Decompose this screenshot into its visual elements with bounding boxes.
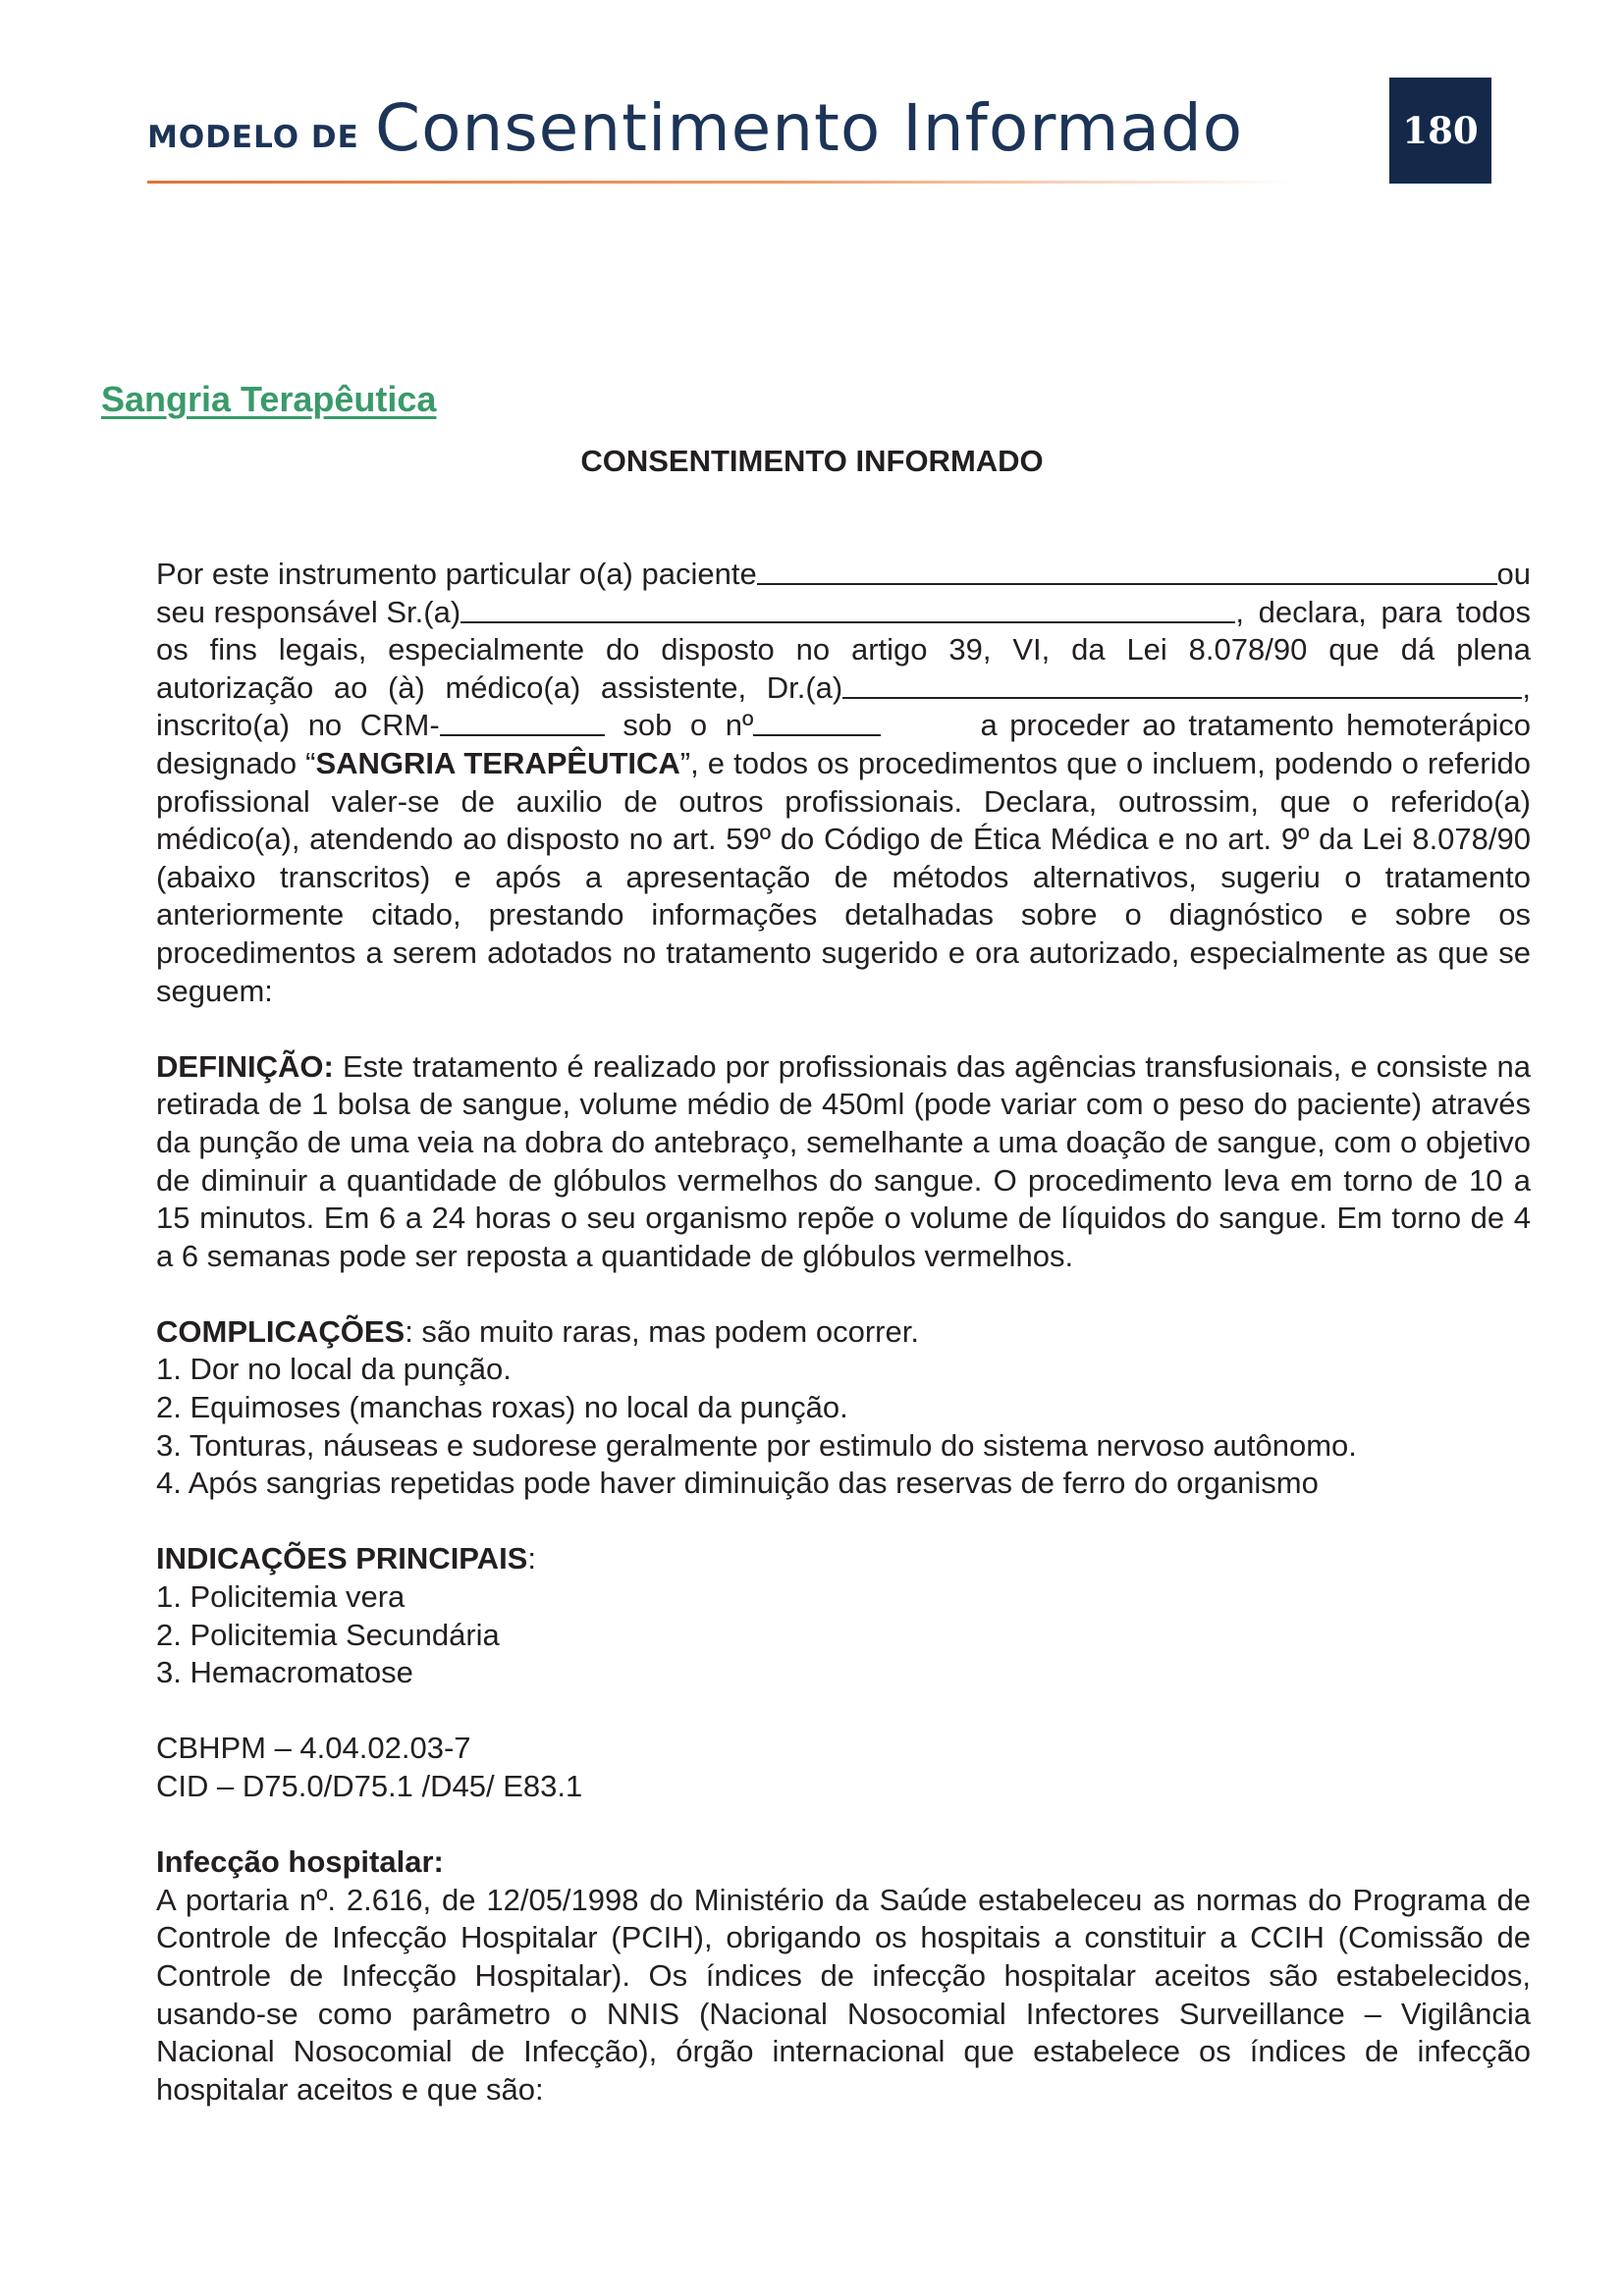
codes-section: [156, 1730, 1531, 1805]
list-item: 1. Policitemia vera: [156, 1579, 406, 1615]
intro-paragraph: [156, 556, 1531, 1010]
intro-line-4: [156, 669, 1531, 708]
intro-text: inscrito(a) no CRM-: [156, 708, 440, 743]
doctor-name-field[interactable]: [842, 669, 1522, 699]
cid-code: CID – D75.0/D75.1 /D45/ E83.1: [156, 1769, 583, 1803]
page-number-badge: 180: [1389, 78, 1491, 184]
infeccao-label: Infecção hospitalar:: [156, 1844, 444, 1880]
list-item: 2. Policitemia Secundária: [156, 1617, 500, 1652]
indicacoes-colon: :: [527, 1541, 536, 1576]
intro-text: sob o nº: [604, 708, 754, 743]
intro-text: ”, e todos os procedimentos que o incluem, podendo o referido profissional valer-se de auxilio de outros profissionais. Declara, outrossim, que o referido(a) médico(a), atendendo ao disposto no art. 59º do Código de Ética Médica e no art. 9º da Lei 8.078/90 (abaixo transcritos) e após a apresentação de métodos alternativos, sugeriu o tratamento anteriormente citado, prestando informações detalhadas sobre o diagnóstico e sobre os procedimentos a serem adotados no tratamento sugerido e ora autorizado, especialmente as que se seguem:: [156, 745, 1531, 1008]
intro-line-6: [156, 745, 1531, 1010]
patient-name-field[interactable]: [757, 556, 1497, 585]
indicacoes-label: INDICAÇÕES PRINCIPAIS: [156, 1541, 528, 1576]
indicacoes-section: [156, 1540, 1531, 1691]
header-rule: [147, 181, 1296, 184]
intro-text: , declara, para todos: [1235, 594, 1531, 629]
intro-text: a proceder ao tratamento hemoterápico: [967, 708, 1531, 743]
infeccao-heading: [156, 1843, 1531, 1882]
crm-field[interactable]: [440, 707, 605, 736]
intro-line-2: [156, 594, 1531, 632]
list-item: 3. Hemacromatose: [156, 1655, 413, 1690]
document-title: CONSENTIMENTO INFORMADO: [580, 444, 1044, 478]
header-title: Consentimento Informado: [375, 90, 1244, 166]
complicacoes-text: : são muito raras, mas podem ocorrer.: [405, 1313, 919, 1349]
list-item: 2. Equimoses (manchas roxas) no local da punção.: [156, 1390, 848, 1425]
list-item: 1. Dor no local da punção.: [156, 1352, 512, 1387]
infeccao-text: A portaria nº. 2.616, de 12/05/1998 do Ministério da Saúde estabeleceu as normas do Programa de Controle de Infecção Hospitalar (PCIH), obrigando os hospitais a constituir a CCIH (Comissão de Controle de Infecção Hospitalar). Os índices de infecção hospitalar aceitos são estabelecidos, usando-se como parâmetro o NNIS (Nacional Nosocomial Infectores Surveillance – Vigilância Nacional Nosocomial de Infecção), órgão internacional que estabelece os índices de infecção hospitalar aceitos e que são:: [156, 1882, 1531, 2107]
complicacoes-label: COMPLICAÇÕES: [156, 1313, 406, 1349]
infeccao-section: [156, 1843, 1531, 2109]
crm-number-field[interactable]: [753, 707, 881, 736]
complicacoes-section: [156, 1313, 1531, 1503]
intro-line-5: [156, 707, 1531, 745]
cbhpm-code: CBHPM – 4.04.02.03-7: [156, 1731, 471, 1766]
intro-text: ,: [1522, 669, 1531, 705]
intro-line-1: [156, 556, 1531, 594]
list-item: 4. Após sangrias repetidas pode haver diminuição das reservas de ferro do organismo: [156, 1466, 1319, 1501]
procedure-name: SANGRIA TERAPÊUTICA: [315, 745, 680, 780]
intro-text: designado “: [156, 745, 316, 780]
intro-text: autorização ao (à) médico(a) assistente, Dr.(a): [156, 669, 843, 705]
page-header: [147, 90, 1296, 185]
intro-line-3: os fins legais, especialmente do disposto no artigo 39, VI, da Lei 8.078/90 que dá plena: [156, 632, 1531, 667]
definicao-text: Este tratamento é realizado por profissionais das agências transfusionais, e consiste na retirada de 1 bolsa de sangue, volume médio de 450ml (pode variar com o peso do paciente) através da punção de uma veia na dobra do antebraço, semelhante a uma doação de sangue, com o objetivo de diminuir a quantidade de glóbulos vermelhos do sangue. O procedimento leva em torno de 10 a 15 minutos. Em 6 a 24 horas o seu organismo repõe o volume de líquidos do sangue. Em torno de 4 a 6 semanas pode ser reposta a quantidade de glóbulos vermelhos.: [156, 1048, 1531, 1273]
definicao-paragraph: [156, 1048, 1531, 1276]
indicacoes-heading: [156, 1540, 1531, 1578]
definicao-label: DEFINIÇÃO:: [156, 1048, 334, 1084]
section-title: Sangria Terapêutica: [101, 379, 437, 419]
responsible-name-field[interactable]: [460, 594, 1235, 623]
list-item: 3. Tonturas, náuseas e sudorese geralmente por estimulo do sistema nervoso autônomo.: [156, 1427, 1357, 1463]
complicacoes-heading: [156, 1313, 1531, 1352]
intro-text: ou: [1496, 557, 1531, 591]
document-body: [156, 556, 1531, 2109]
intro-text: seu responsável Sr.(a): [156, 594, 461, 629]
header-subtitle: MODELO DE: [147, 120, 359, 155]
intro-text: Por este instrumento particular o(a) paciente: [156, 557, 757, 591]
